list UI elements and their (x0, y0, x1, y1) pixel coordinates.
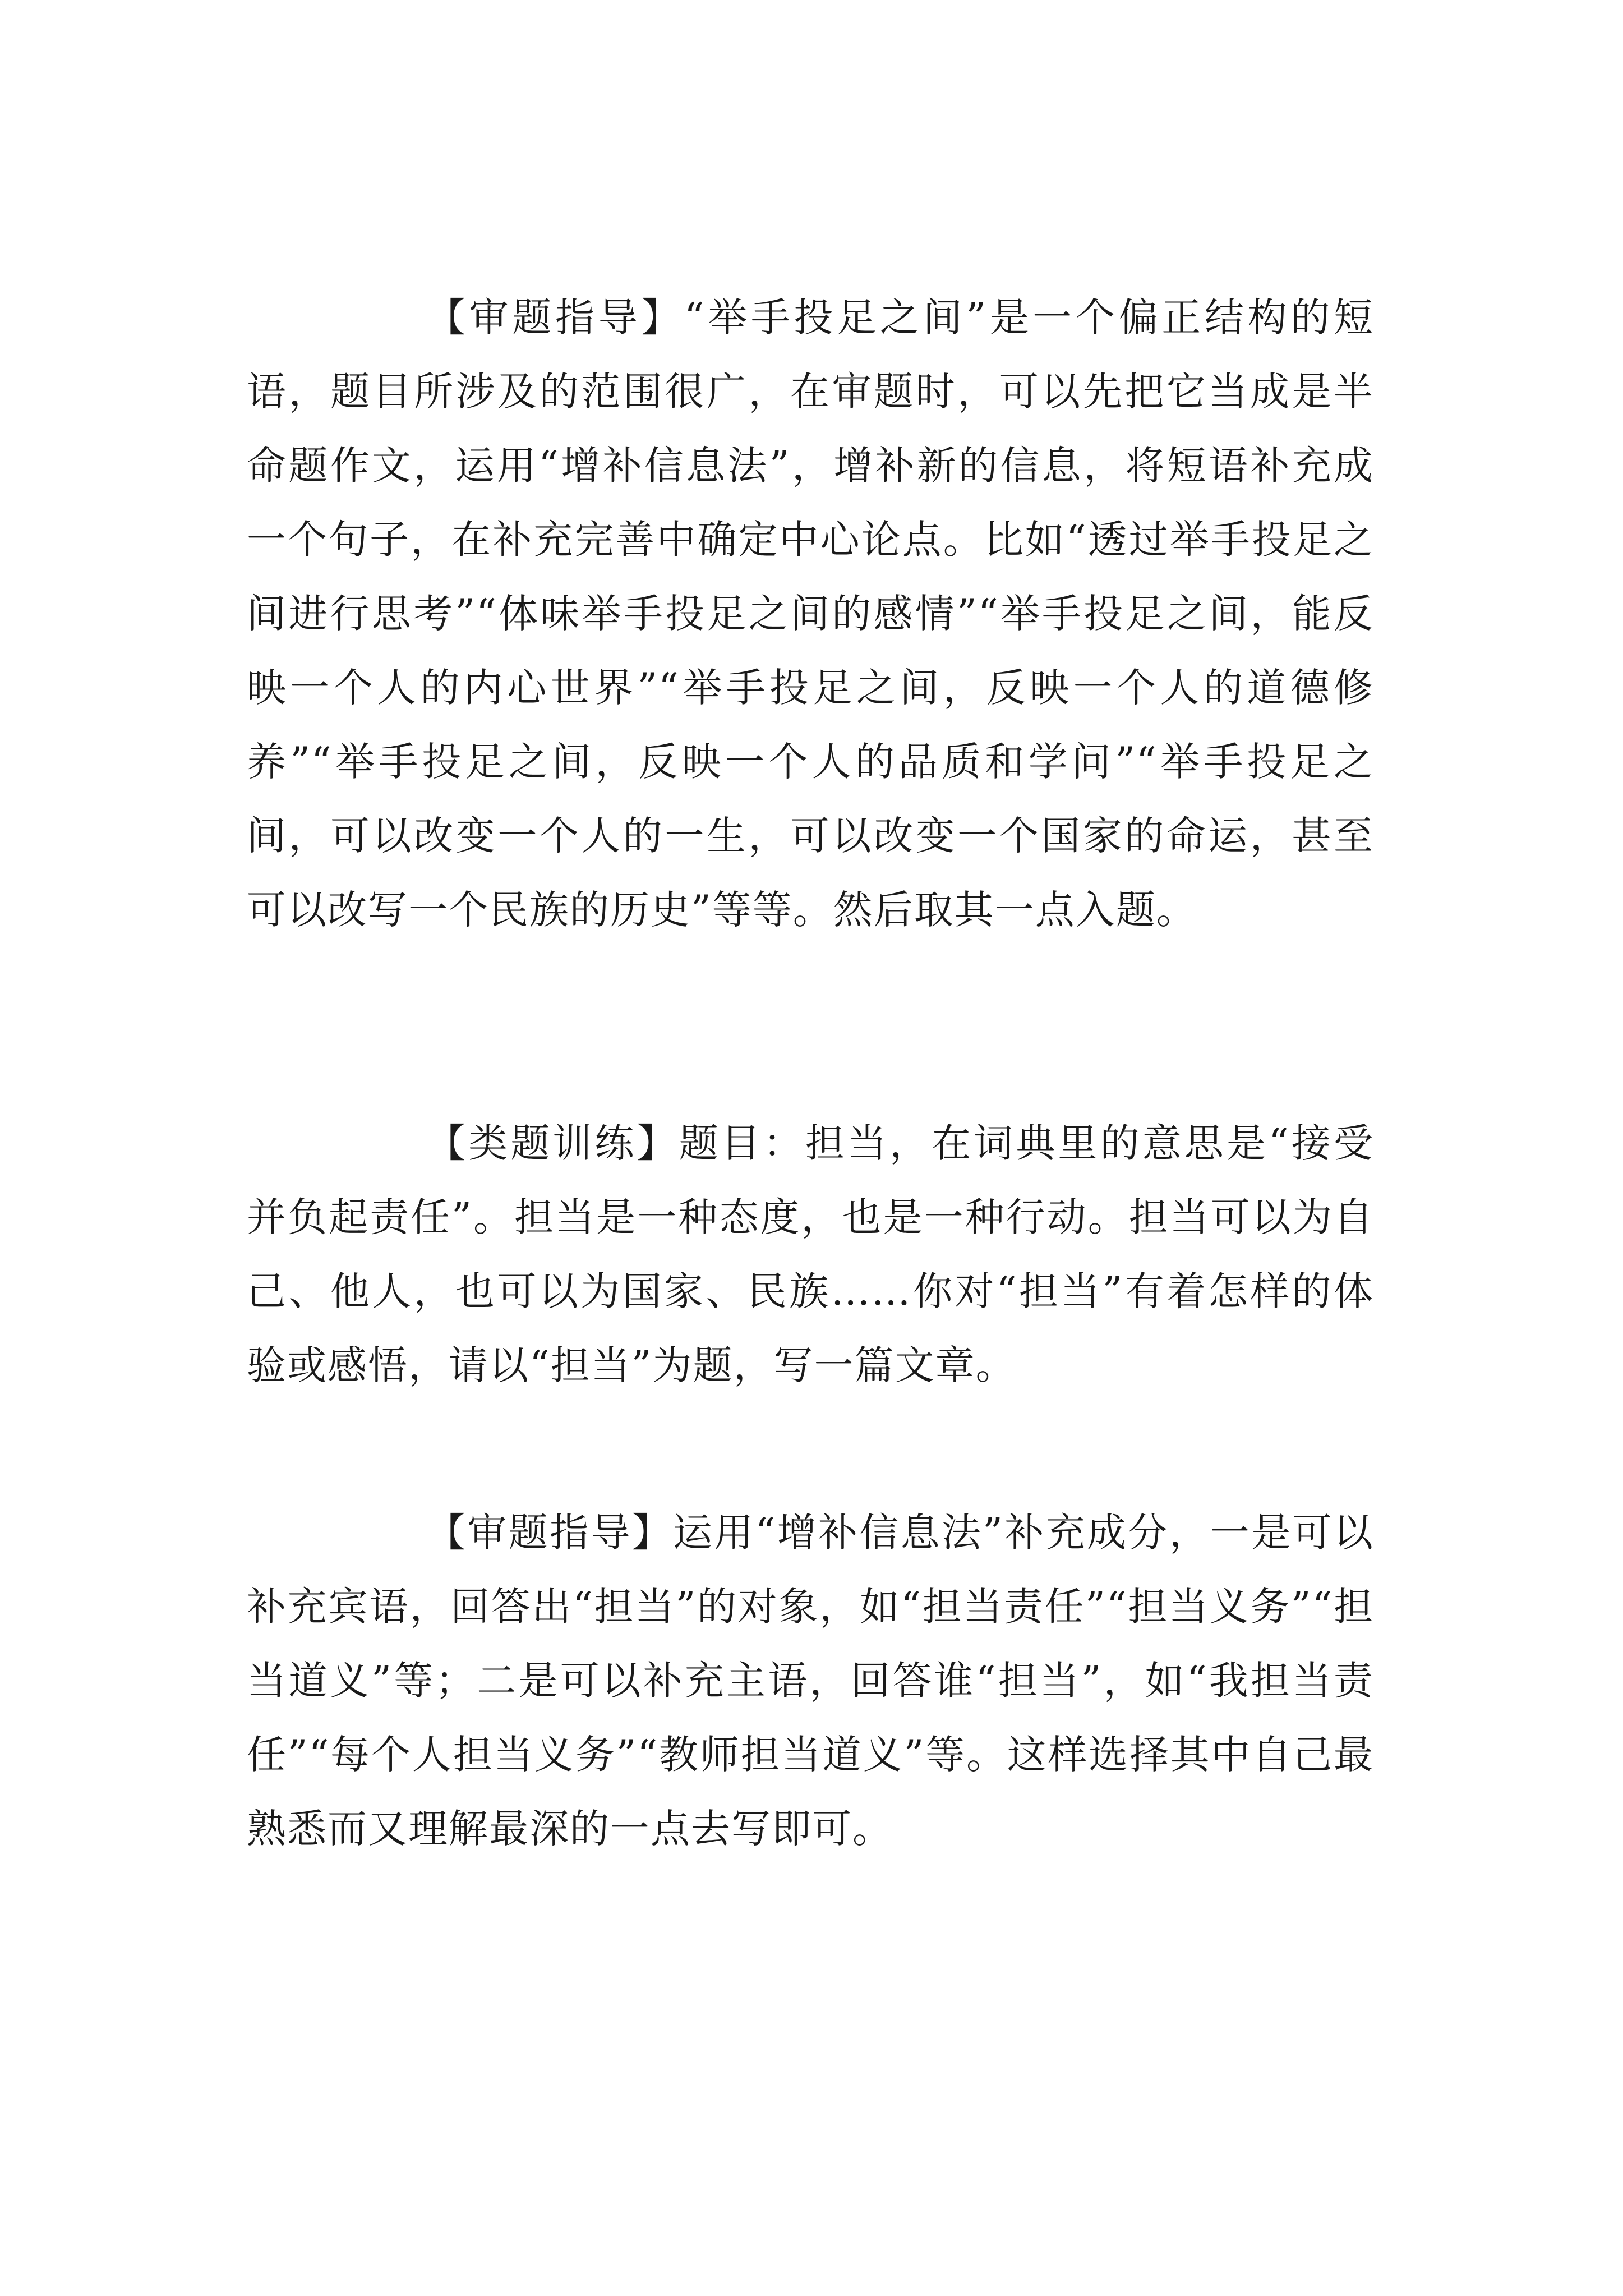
paragraph-practice-exercise: 【类题训练】题目：担当，在词典里的意思是“接受并负起责任”。担当是一种态度，也是一种行动。担当可以为自己、他人，也可以为国家、民族……你对“担当”有着怎样的体验或感悟，请以“担当”为题，写一篇文章。 (247, 1120, 1374, 1388)
paragraph-review-guide-1: 【审题指导】“举手投足之间”是一个偏正结构的短语，题目所涉及的范围很广，在审题时，可以先把它当成是半命题作文，运用“增补信息法”，增补新的信息，将短语补充成一个句子，在补充完善中确定中心论点。比如“透过举手投足之间进行思考”“体味举手投足之间的感情”“举手投足之间，能反映一个人的内心世界”“举手投足之间，反映一个人的道德修养”“举手投足之间，反映一个人的品质和学问”“举手投足之间，可以改变一个人的一生，可以改变一个国家的命运，甚至可以改写一个民族的历史”等等。然后取其一点入题。 (247, 295, 1374, 933)
paragraph-review-guide-2: 【审题指导】运用“增补信息法”补充成分，一是可以补充宾语，回答出“担当”的对象，如“担当责任”“担当义务”“担当道义”等；二是可以补充主语，回答谁“担当”，如“我担当责任”“每个人担当义务”“教师担当道义”等。这样选择其中自己最熟悉而又理解最深的一点去写即可。 (247, 1510, 1374, 1852)
